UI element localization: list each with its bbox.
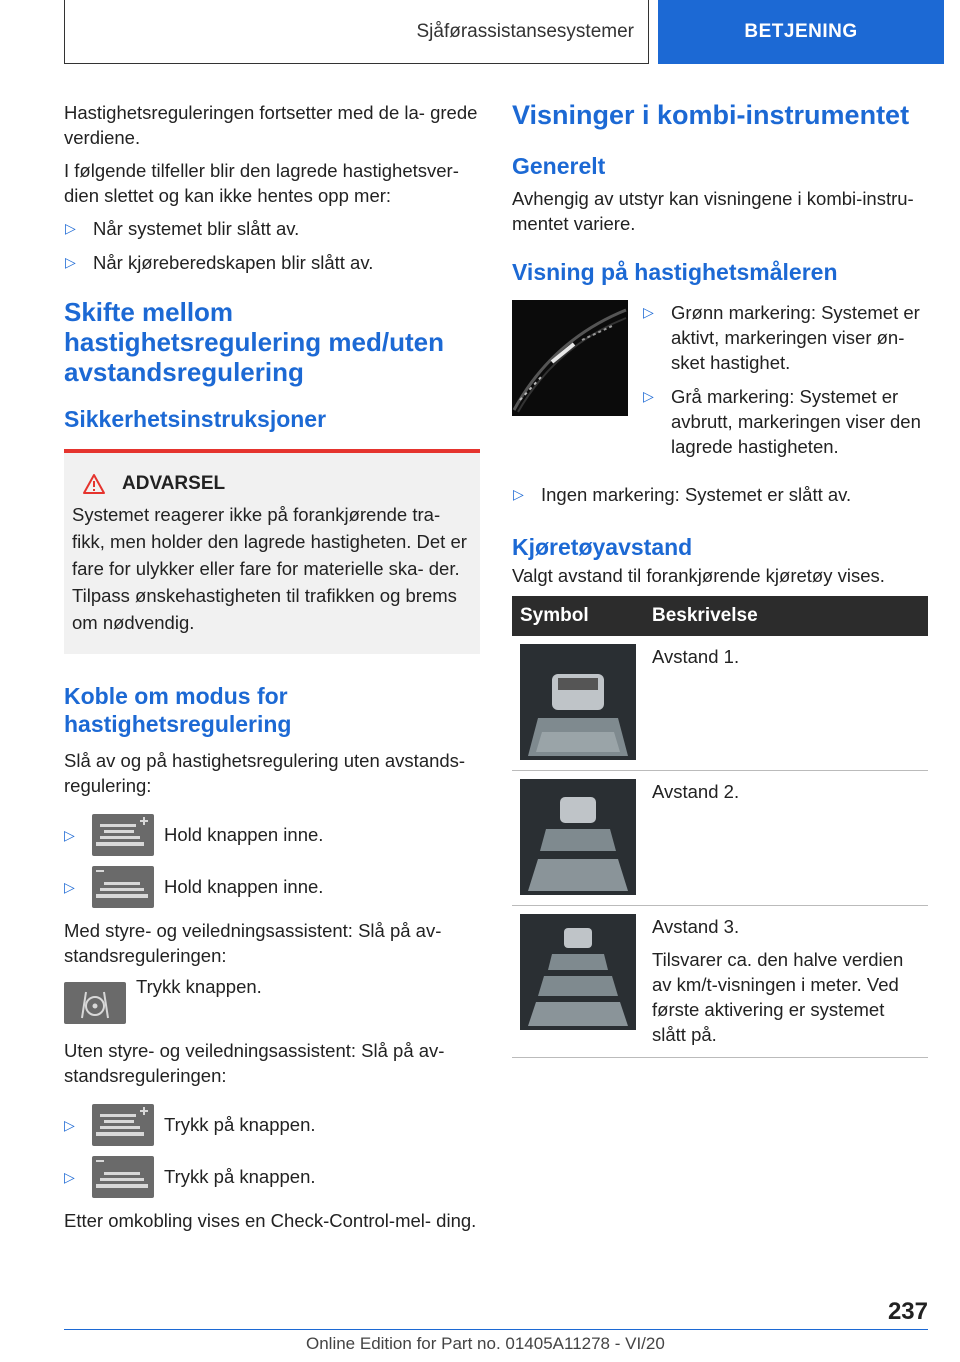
paragraph: Hastighetsreguleringen fortsetter med de la‐ grede verdiene.: [64, 102, 478, 148]
paragraph: I følgende tilfeller blir den lagrede hastighetsver‐ dien slettet og kan ikke hentes opp mer:: [64, 160, 459, 206]
list-item: ▷ Når systemet blir slått av.: [65, 218, 300, 239]
header-section-title: Sjåførassistansesystemer: [416, 20, 634, 42]
section-heading: Visninger i kombi-instrumentet: [512, 100, 910, 130]
list-item: ▷ Grå markering: Systemet er avbrutt, markeringen viser den lagrede hastigheten.: [643, 386, 921, 457]
table-row: [512, 906, 928, 1058]
table-row: [512, 636, 928, 771]
triangle-bullet-icon: ▷: [65, 220, 76, 236]
subsection-heading: Visning på hastighetsmåleren: [512, 259, 838, 285]
page-number: 237: [887, 1298, 928, 1325]
triangle-bullet-icon: ▷: [64, 826, 75, 843]
table-header: Beskrivelse: [644, 596, 928, 636]
triangle-bullet-icon: ▷: [65, 254, 76, 270]
bullet-list: [642, 300, 928, 468]
list-item: ▷ Grønn markering: Systemet er aktivt, markeringen viser øn‐ sket hastighet.: [643, 302, 920, 373]
distance-table: [512, 596, 928, 1058]
triangle-bullet-icon: ▷: [513, 486, 524, 502]
triangle-bullet-icon: ▷: [64, 878, 75, 895]
button-step: ▷ Hold knappen inne.: [64, 866, 480, 908]
header-chapter: [658, 0, 944, 64]
subsection-heading: Sikkerhetsinstruksjoner: [64, 406, 327, 432]
distance-1-icon: [520, 644, 636, 760]
list-item: ▷ Når kjøreberedskapen blir slått av.: [65, 252, 374, 273]
warning-title: ADVARSEL: [72, 473, 472, 495]
bullet-list: [512, 482, 928, 507]
distance-plus-button-icon: [92, 1104, 154, 1146]
paragraph: Etter omkobling vises en Check-Control-mel‐ ding.: [64, 1210, 477, 1231]
description-cell: Avstand 3. Tilsvarer ca. den halve verdien av km/t-visningen i meter. Ved første aktivering er systemet slått på.: [644, 906, 928, 1058]
button-step: ▷ Hold knappen inne.: [64, 814, 480, 856]
subsection-heading: Koble om modus for hastighetsregulering: [64, 683, 292, 737]
symbol-cell: [512, 906, 644, 1058]
table-header-row: [512, 596, 928, 636]
table-row: [512, 771, 928, 906]
paragraph: Valgt avstand til forankjørende kjøretøy vises.: [512, 565, 885, 586]
paragraph: Slå av og på hastighetsregulering uten avstands‐ regulering:: [64, 750, 466, 796]
speedometer-image: [512, 300, 628, 416]
bullet-list: [64, 216, 480, 275]
footer-divider: [64, 1329, 928, 1330]
right-column: [512, 100, 928, 1058]
section-heading: Skifte mellom hastighetsregulering med/uten avstandsregulering: [64, 297, 444, 387]
header-section: [64, 0, 649, 64]
paragraph: Med styre- og veiledningsassistent: Slå på av‐ standsreguleringen:: [64, 920, 442, 966]
table-header: Symbol: [512, 596, 644, 636]
subsection-heading: Kjøretøyavstand: [512, 534, 693, 560]
list-item: ▷ Ingen markering: Systemet er slått av.: [513, 484, 852, 505]
symbol-cell: [512, 636, 644, 771]
description-cell: Avstand 2.: [644, 771, 928, 906]
triangle-bullet-icon: ▷: [643, 388, 654, 404]
triangle-bullet-icon: ▷: [64, 1116, 75, 1133]
button-step: ▷ Trykk på knappen.: [64, 1104, 480, 1146]
triangle-bullet-icon: ▷: [64, 1168, 75, 1185]
description-cell: Avstand 1.: [644, 636, 928, 771]
button-step: Trykk knappen.: [64, 976, 480, 1024]
steering-assistant-button-icon: [64, 982, 126, 1024]
speed-limiter-minus-button-icon: [92, 866, 154, 908]
distance-3-icon: [520, 914, 636, 1030]
paragraph: Avhengig av utstyr kan visningene i kombi-instru‐ mentet variere.: [512, 188, 914, 234]
warning-box: [64, 449, 480, 654]
symbol-cell: [512, 771, 644, 906]
speedometer-block: [512, 300, 928, 476]
left-column: [64, 100, 480, 1241]
triangle-bullet-icon: ▷: [643, 304, 654, 320]
distance-minus-button-icon: [92, 1156, 154, 1198]
distance-2-icon: [520, 779, 636, 895]
header-chapter-title: BETJENING: [744, 21, 858, 42]
speed-limiter-plus-button-icon: [92, 814, 154, 856]
warning-text: Systemet reagerer ikke på forankjørende tra‐ fikk, men holder den lagrede hastigheten. Det er fare for ulykker eller fare for materielle ska‐ der. Tilpass ønskehastigheten til trafikken og brems om nødvendig.: [72, 504, 467, 633]
warning-triangle-icon: [82, 473, 106, 495]
button-step: ▷ Trykk på knappen.: [64, 1156, 480, 1198]
footer-edition: Online Edition for Part no. 01405A11278 - VI/20: [306, 1334, 665, 1353]
subsection-heading: Generelt: [512, 153, 606, 179]
paragraph: Uten styre- og veiledningsassistent: Slå på av‐ standsreguleringen:: [64, 1040, 445, 1086]
